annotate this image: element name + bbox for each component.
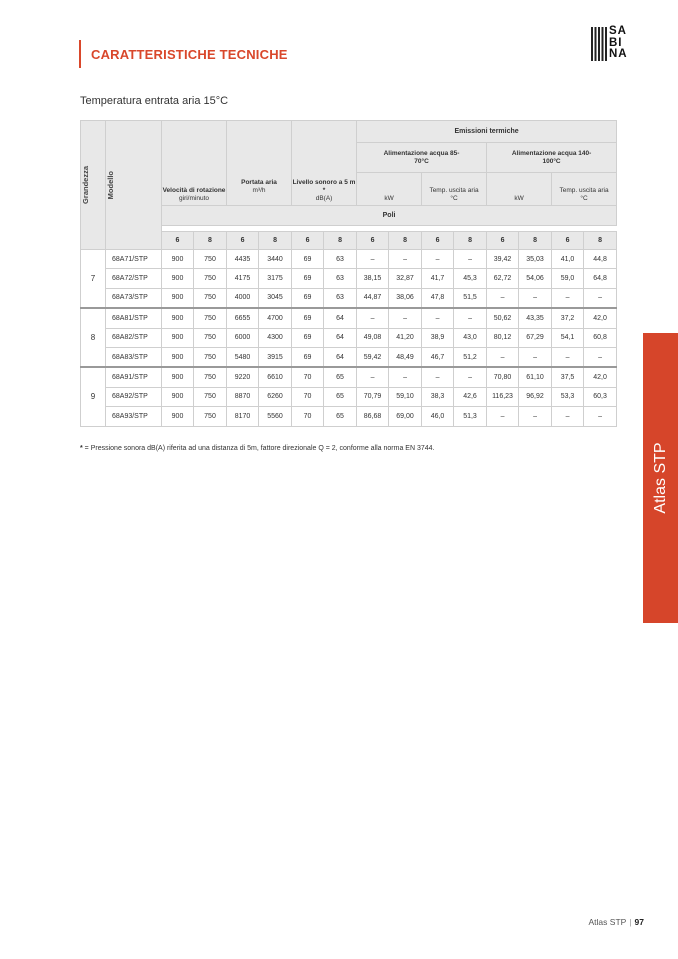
value-cell: – (454, 250, 487, 269)
model-cell: 68A72/STP (106, 269, 162, 288)
value-cell: 750 (194, 347, 227, 367)
value-cell: 900 (162, 367, 194, 387)
value-cell: 42,0 (584, 308, 617, 328)
value-cell: 5480 (227, 347, 259, 367)
value-cell: 750 (194, 387, 227, 406)
value-cell: 750 (194, 407, 227, 426)
footnote: * = Pressione sonora dB(A) riferita ad una distanza di 5m, fattore direzionale Q = 2, conforme alla norma EN 3744. (80, 445, 435, 452)
value-cell: 69 (292, 269, 324, 288)
value-cell: 900 (162, 328, 194, 347)
value-cell: 69 (292, 328, 324, 347)
value-cell: 37,5 (552, 367, 584, 387)
value-cell: – (519, 288, 552, 308)
value-cell: 900 (162, 407, 194, 426)
value-cell: 54,1 (552, 328, 584, 347)
value-cell: – (552, 407, 584, 426)
value-cell: 64 (324, 328, 357, 347)
value-cell: – (552, 288, 584, 308)
table-row (81, 269, 617, 288)
value-cell: 86,68 (357, 407, 389, 426)
value-cell: – (357, 308, 389, 328)
value-cell: 41,7 (422, 269, 454, 288)
value-cell: 4000 (227, 288, 259, 308)
value-cell: 38,9 (422, 328, 454, 347)
model-cell: 68A83/STP (106, 347, 162, 367)
value-cell: 750 (194, 367, 227, 387)
value-cell: 42,6 (454, 387, 487, 406)
value-cell: 49,08 (357, 328, 389, 347)
value-cell: 6000 (227, 328, 259, 347)
value-cell: 63 (324, 288, 357, 308)
header-kw-1: kW (357, 173, 422, 206)
value-cell: 70,80 (487, 367, 519, 387)
model-cell: 68A93/STP (106, 407, 162, 426)
value-cell: 6655 (227, 308, 259, 328)
value-cell: 50,62 (487, 308, 519, 328)
value-cell: – (584, 407, 617, 426)
section-title: CARATTERISTICHE TECNICHE (91, 46, 288, 62)
value-cell: 69 (292, 288, 324, 308)
value-cell: 59,10 (389, 387, 422, 406)
value-cell: 43,35 (519, 308, 552, 328)
spec-table-body (81, 250, 617, 427)
value-cell: – (422, 250, 454, 269)
value-cell: 59,42 (357, 347, 389, 367)
value-cell: 80,12 (487, 328, 519, 347)
value-cell: 41,20 (389, 328, 422, 347)
value-cell: 51,3 (454, 407, 487, 426)
value-cell: 63 (324, 250, 357, 269)
value-cell: – (487, 347, 519, 367)
value-cell: – (584, 347, 617, 367)
value-cell: 65 (324, 407, 357, 426)
subtitle: Temperatura entrata aria 15°C (80, 95, 229, 107)
value-cell: 64 (324, 347, 357, 367)
value-cell: 4300 (259, 328, 292, 347)
header-livello: Livello sonoro a 5 m * dB(A) (292, 121, 357, 206)
value-cell: 6260 (259, 387, 292, 406)
value-cell: 3045 (259, 288, 292, 308)
model-cell: 68A82/STP (106, 328, 162, 347)
header-temp-1: Temp. uscita aria °C (422, 173, 487, 206)
table-row (81, 347, 617, 367)
value-cell: 8170 (227, 407, 259, 426)
model-cell: 68A71/STP (106, 250, 162, 269)
side-section-tab (643, 333, 678, 623)
model-cell: 68A92/STP (106, 387, 162, 406)
footer-label: Atlas STP (588, 917, 627, 927)
value-cell: 69,00 (389, 407, 422, 426)
header-temp-2: Temp. uscita aria °C (552, 173, 617, 206)
value-cell: – (552, 347, 584, 367)
size-cell: 7 (81, 250, 106, 309)
value-cell: 70 (292, 367, 324, 387)
value-cell: 750 (194, 328, 227, 347)
value-cell: 37,2 (552, 308, 584, 328)
header-poli: Poli (162, 206, 617, 226)
value-cell: 900 (162, 387, 194, 406)
value-cell: 63 (324, 269, 357, 288)
value-cell: 900 (162, 269, 194, 288)
value-cell: 900 (162, 308, 194, 328)
value-cell: 39,42 (487, 250, 519, 269)
value-cell: 44,87 (357, 288, 389, 308)
table-row (81, 250, 617, 269)
value-cell: – (389, 367, 422, 387)
value-cell: 96,92 (519, 387, 552, 406)
header-velocita: Velocità di rotazione giri/minuto (162, 121, 227, 206)
value-cell: 60,8 (584, 328, 617, 347)
value-cell: – (422, 308, 454, 328)
value-cell: 69 (292, 308, 324, 328)
value-cell: 45,3 (454, 269, 487, 288)
size-cell: 8 (81, 308, 106, 367)
value-cell: 46,0 (422, 407, 454, 426)
value-cell: – (487, 407, 519, 426)
value-cell: 750 (194, 250, 227, 269)
value-cell: 54,06 (519, 269, 552, 288)
value-cell: 65 (324, 387, 357, 406)
table-row (81, 308, 617, 328)
value-cell: 4435 (227, 250, 259, 269)
value-cell: 38,15 (357, 269, 389, 288)
value-cell: 43,0 (454, 328, 487, 347)
table-row (81, 367, 617, 387)
value-cell: 116,23 (487, 387, 519, 406)
value-cell: 59,0 (552, 269, 584, 288)
value-cell: 3440 (259, 250, 292, 269)
value-cell: 6610 (259, 367, 292, 387)
value-cell: 41,0 (552, 250, 584, 269)
value-cell: 900 (162, 250, 194, 269)
value-cell: 750 (194, 308, 227, 328)
value-cell: 65 (324, 367, 357, 387)
header-portata: Portata aria m³/h (227, 121, 292, 206)
value-cell: 900 (162, 347, 194, 367)
value-cell: 64 (324, 308, 357, 328)
value-cell: 900 (162, 288, 194, 308)
value-cell: 35,03 (519, 250, 552, 269)
value-cell: – (422, 367, 454, 387)
section-title-bar (79, 40, 288, 68)
value-cell: 3915 (259, 347, 292, 367)
value-cell: 60,3 (584, 387, 617, 406)
value-cell: 750 (194, 288, 227, 308)
value-cell: – (454, 308, 487, 328)
model-cell: 68A91/STP (106, 367, 162, 387)
spec-table (80, 120, 617, 427)
value-cell: 53,3 (552, 387, 584, 406)
value-cell: 750 (194, 269, 227, 288)
value-cell: 4175 (227, 269, 259, 288)
value-cell: – (389, 250, 422, 269)
value-cell: 42,0 (584, 367, 617, 387)
value-cell: 3175 (259, 269, 292, 288)
model-cell: 68A81/STP (106, 308, 162, 328)
brand-logo (591, 27, 647, 63)
value-cell: – (389, 308, 422, 328)
table-row (81, 387, 617, 406)
value-cell: 9220 (227, 367, 259, 387)
value-cell: 69 (292, 250, 324, 269)
value-cell: – (454, 367, 487, 387)
value-cell: 32,87 (389, 269, 422, 288)
value-cell: 70 (292, 407, 324, 426)
value-cell: – (519, 407, 552, 426)
header-alim-85-70: Alimentazione acqua 85-70°C (357, 143, 487, 173)
size-cell: 9 (81, 367, 106, 426)
value-cell: 4700 (259, 308, 292, 328)
table-row (81, 288, 617, 308)
header-alim-140-100: Alimentazione acqua 140-100°C (487, 143, 617, 173)
value-cell: 38,3 (422, 387, 454, 406)
value-cell: 48,49 (389, 347, 422, 367)
value-cell: 70 (292, 387, 324, 406)
logo-lettering: SA BI NA (609, 25, 628, 60)
value-cell: 47,8 (422, 288, 454, 308)
value-cell: 69 (292, 347, 324, 367)
value-cell: 8870 (227, 387, 259, 406)
page-footer: Atlas STP | 97 (588, 917, 644, 927)
value-cell: 64,8 (584, 269, 617, 288)
side-tab-label: Atlas STP (651, 442, 669, 514)
value-cell: – (357, 367, 389, 387)
value-cell: 38,06 (389, 288, 422, 308)
header-grandezza: Grandezza (81, 121, 106, 250)
table-row (81, 407, 617, 426)
value-cell: – (487, 288, 519, 308)
header-emissioni: Emissioni termiche (357, 121, 617, 143)
value-cell: 44,8 (584, 250, 617, 269)
value-cell: – (519, 347, 552, 367)
header-kw-2: kW (487, 173, 552, 206)
page-number: 97 (634, 917, 644, 927)
value-cell: 62,72 (487, 269, 519, 288)
table-row (81, 328, 617, 347)
logo-stripes-icon (591, 27, 608, 61)
value-cell: 51,5 (454, 288, 487, 308)
value-cell: 5560 (259, 407, 292, 426)
value-cell: 61,10 (519, 367, 552, 387)
poles-row: 6 8 6 8 6 8 6 8 6 8 6 8 6 8 (81, 232, 617, 250)
value-cell: – (357, 250, 389, 269)
value-cell: 67,29 (519, 328, 552, 347)
model-cell: 68A73/STP (106, 288, 162, 308)
header-modello: Modello (106, 121, 162, 250)
value-cell: 46,7 (422, 347, 454, 367)
value-cell: 51,2 (454, 347, 487, 367)
value-cell: – (584, 288, 617, 308)
value-cell: 70,79 (357, 387, 389, 406)
